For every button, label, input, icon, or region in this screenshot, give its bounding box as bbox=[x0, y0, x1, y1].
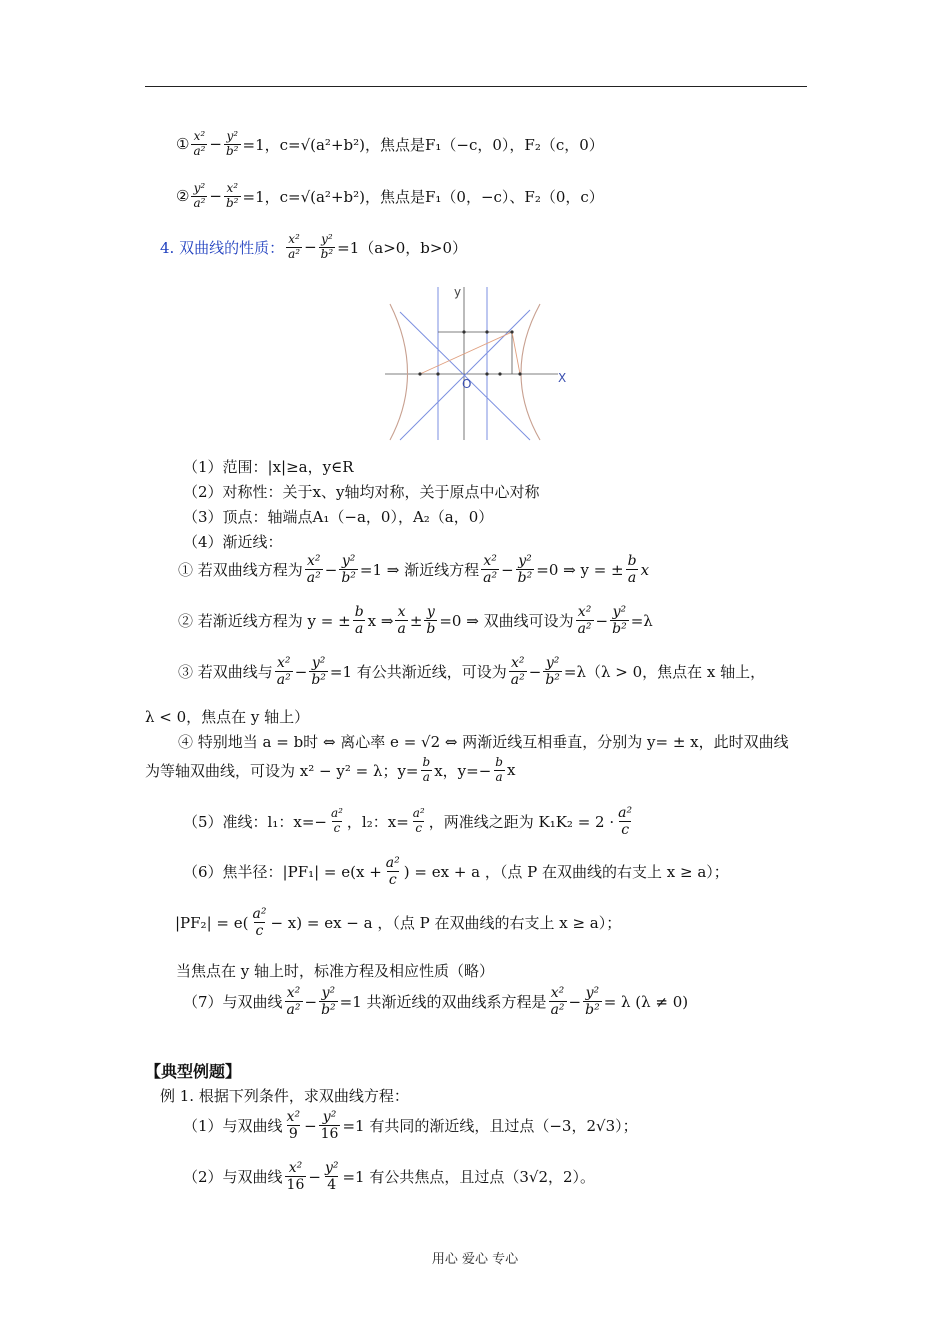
fraction: $\frac{\text{x²}}{\text{a²}}$ bbox=[577, 604, 592, 638]
example-1-title: 例 1. 根据下列条件，求双曲线方程： bbox=[160, 1087, 409, 1105]
page-footer: 用心 爱心 专心 bbox=[431, 1252, 519, 1267]
std-equation-1: ① $\frac{\text{x²}}{\text{a²}}$ − $\frac{\text{y²}}{\text{b²}}$ =1，c=√(a²+b²)，焦点是F₁（−c，0），F₂（c，0） bbox=[176, 129, 604, 158]
circled-number: ② bbox=[176, 187, 190, 206]
fraction: $\frac{\text{a²}}{c}$ bbox=[385, 855, 400, 889]
focal-line bbox=[512, 332, 520, 374]
fraction: $\frac{\text{a²}}{c}$ bbox=[252, 906, 267, 940]
fraction: $\frac{\text{a²}}{c}$ bbox=[412, 806, 425, 836]
fraction: $\frac{\text{y²}}{\text{b²}}$ bbox=[320, 232, 334, 261]
asymptote-rule-4-cont: 为等轴双曲线，可设为 x² − y² = λ；y= $\frac{b}{a}$ x，y=− $\frac{b}{a}$ x bbox=[145, 755, 516, 784]
asymptote-rule-3-cont: λ < 0，焦点在 y 轴上） bbox=[145, 708, 310, 726]
fraction: $\frac{\text{x²}}{\text{a²}}$ bbox=[288, 232, 301, 261]
fraction: $\frac{\text{y²}}{\text{b²}}$ bbox=[341, 553, 356, 587]
circled-number: ① bbox=[176, 135, 190, 154]
property-asymptote: （4）渐近线： bbox=[183, 533, 283, 551]
fraction: $\frac{\text{y²}}{\text{b²}}$ bbox=[517, 553, 533, 587]
property-directrix: （5）准线：l₁：x=− $\frac{\text{a²}}{c}$ ，l₂：x= $\frac{\text{a²}}{c}$ ，两准线之距为 K₁K₂ = 2 · $\frac{\text{a²}}{c}$ bbox=[183, 805, 633, 839]
fraction: $\frac{b}{a}$ bbox=[354, 604, 364, 638]
fraction: $\frac{\text{y²}}{\text{b²}}$ bbox=[226, 129, 239, 158]
x-axis-label: X bbox=[558, 371, 567, 385]
hyperbola-right-branch bbox=[521, 304, 540, 440]
y-axis-label: y bbox=[454, 285, 462, 299]
fraction: $\frac{\text{x²}}{\text{a²}}$ bbox=[193, 129, 206, 158]
fraction: $\frac{b}{a}$ bbox=[627, 553, 637, 587]
asymptote-rule-2: ② 若渐近线方程为 y = ± $\frac{b}{a}$ x ⇒ $\frac{x}{a}$ ± $\frac{y}{b}$ =0 ⇒ 双曲线可设为 $\frac{\text{x²}}{\text{a²}}$ − $\frac{\text{y²}}{\text{b²}}$ =λ bbox=[178, 604, 653, 638]
fraction: $\frac{b}{a}$ bbox=[422, 755, 431, 784]
point bbox=[436, 372, 439, 375]
example-1-question-1: （1）与双曲线 $\frac{\text{x²}}{9}$ − $\frac{\text{y²}}{16}$ =1 有共同的渐近线，且过点（−3，2√3）； bbox=[183, 1109, 638, 1143]
origin-label: O bbox=[462, 377, 472, 391]
property-family: （7）与双曲线 $\frac{\text{x²}}{\text{a²}}$ − $\frac{\text{y²}}{\text{b²}}$ =1 共渐近线的双曲线系方程是 $\frac{\text{x²}}{\text{a²}}$ − $\frac{\text{y²}}{\text{b²}}$ = λ (λ ≠ 0) bbox=[183, 985, 689, 1019]
fraction: $\frac{\text{y²}}{\text{a²}}$ bbox=[193, 181, 206, 210]
fraction: $\frac{\text{x²}}{9}$ bbox=[286, 1109, 301, 1143]
point bbox=[485, 372, 488, 375]
fraction: $\frac{\text{x²}}{\text{b²}}$ bbox=[226, 181, 239, 210]
fraction: $\frac{\text{x²}}{\text{a²}}$ bbox=[286, 985, 301, 1019]
focal-line bbox=[420, 332, 512, 374]
section-4-title: 4. 双曲线的性质： $\frac{\text{x²}}{\text{a²}}$ − $\frac{\text{y²}}{\text{b²}}$ =1（a>0，b>0） bbox=[160, 232, 468, 261]
asymptote-rule-3: ③ 若双曲线与 $\frac{\text{x²}}{\text{a²}}$ − $\frac{\text{y²}}{\text{b²}}$ =1 有公共渐近线，可设为 $\frac{\text{x²}}{\text{a²}}$ − $\frac{\text{y²}}{\text{b²}}$ =λ（λ > 0，焦点在 x 轴上， bbox=[178, 655, 766, 689]
point bbox=[510, 330, 513, 333]
examples-heading: 【典型例题】 bbox=[145, 1062, 242, 1081]
property-vertices: （3）顶点：轴端点A₁（−a，0），A₂（a，0） bbox=[183, 508, 494, 526]
point bbox=[518, 372, 521, 375]
property-focal-radius-2: |PF₂| = e( $\frac{\text{a²}}{c}$ − x) = ex − a ，（点 P 在双曲线的右支上 x ≥ a）； bbox=[175, 906, 622, 940]
fraction: $\frac{y}{b}$ bbox=[426, 604, 436, 638]
property-range: （1）范围：|x|≥a，y∈R bbox=[183, 458, 354, 476]
example-1-question-2: （2）与双曲线 $\frac{\text{x²}}{16}$ − $\frac{\text{y²}}{4}$ =1 有公共焦点，且过点（3√2，2）。 bbox=[183, 1160, 596, 1194]
fraction: $\frac{\text{a²}}{c}$ bbox=[618, 805, 633, 839]
fraction: $\frac{\text{x²}}{16}$ bbox=[286, 1160, 305, 1194]
point bbox=[485, 330, 488, 333]
fraction: $\frac{\text{y²}}{\text{b²}}$ bbox=[311, 655, 326, 689]
property-focal-radius: （6）焦半径：|PF₁| = e(x + $\frac{\text{a²}}{c}$ ) = ex + a ，（点 P 在双曲线的右支上 x ≥ a）； bbox=[183, 855, 729, 889]
fraction: $\frac{\text{x²}}{\text{a²}}$ bbox=[306, 553, 321, 587]
fraction: $\frac{\text{x²}}{\text{a²}}$ bbox=[276, 655, 291, 689]
property-symmetry: （2）对称性：关于x、y轴均对称，关于原点中心对称 bbox=[183, 483, 540, 501]
fraction: $\frac{\text{a²}}{c}$ bbox=[330, 806, 343, 836]
fraction: $\frac{\text{x²}}{\text{a²}}$ bbox=[483, 553, 498, 587]
fraction: $\frac{\text{y²}}{\text{b²}}$ bbox=[545, 655, 560, 689]
fraction: $\frac{b}{a}$ bbox=[495, 755, 503, 784]
fraction: $\frac{\text{y²}}{\text{b²}}$ bbox=[585, 985, 600, 1019]
point bbox=[418, 372, 421, 375]
std-equation-2: ② $\frac{\text{y²}}{\text{a²}}$ − $\frac{\text{x²}}{\text{b²}}$ =1，c=√(a²+b²)，焦点是F₁（0，−c）、F₂（0，c） bbox=[176, 181, 604, 210]
fraction: $\frac{\text{y²}}{\text{b²}}$ bbox=[612, 604, 627, 638]
fraction: $\frac{x}{a}$ bbox=[397, 604, 406, 638]
fraction: $\frac{\text{x²}}{\text{a²}}$ bbox=[510, 655, 525, 689]
asymptote-rule-4: ④ 特别地当 a = b时 ⇔ 离心率 e = √2 ⇔ 两渐近线互相垂直，分别为 y= ± x，此时双曲线 bbox=[178, 733, 789, 751]
header-rule bbox=[145, 86, 807, 87]
fraction: $\frac{\text{y²}}{4}$ bbox=[324, 1160, 339, 1194]
hyperbola-figure bbox=[380, 282, 570, 442]
point bbox=[462, 330, 465, 333]
fraction: $\frac{\text{x²}}{\text{a²}}$ bbox=[550, 985, 565, 1019]
rectangle bbox=[438, 332, 512, 374]
note-y-axis: 当焦点在 y 轴上时，标准方程及相应性质（略） bbox=[176, 962, 495, 980]
fraction: $\frac{\text{y²}}{\text{b²}}$ bbox=[321, 985, 336, 1019]
point bbox=[498, 372, 501, 375]
hyperbola-left-branch bbox=[390, 304, 408, 440]
asymptote-rule-1: ① 若双曲线方程为 $\frac{\text{x²}}{\text{a²}}$ − $\frac{\text{y²}}{\text{b²}}$ =1 ⇒ 渐近线方程 $\frac{\text{x²}}{\text{a²}}$ − $\frac{\text{y²}}{\text{b²}}$ =0 ⇒ y = ± $\frac{b}{a}$ x bbox=[178, 553, 650, 587]
fraction: $\frac{\text{y²}}{16}$ bbox=[320, 1109, 339, 1143]
